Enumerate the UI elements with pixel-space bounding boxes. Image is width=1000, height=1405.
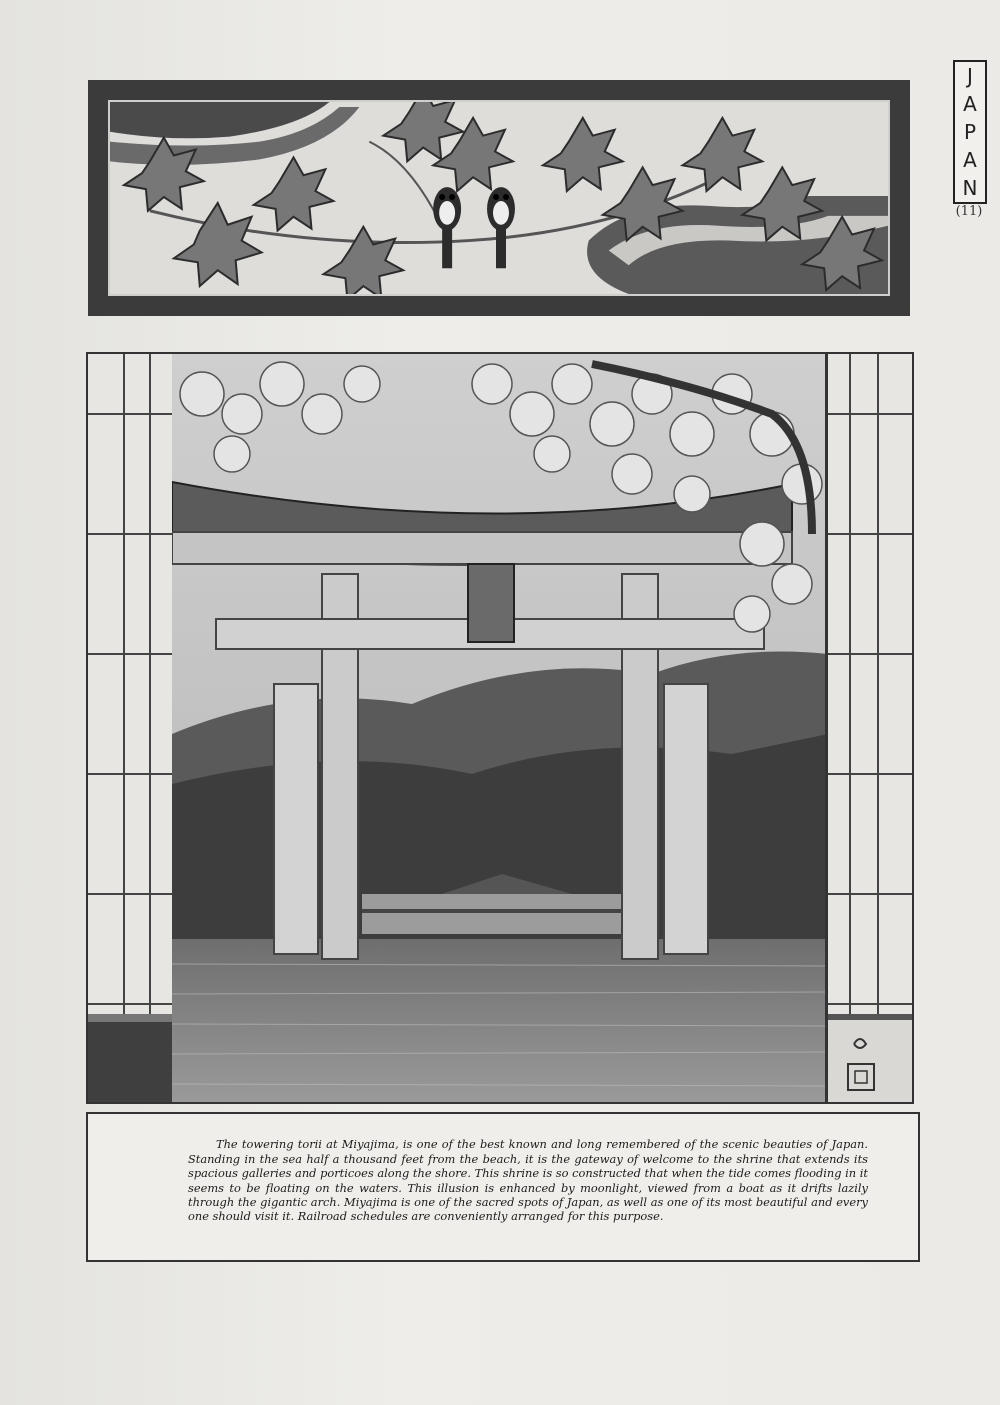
tab-letter: N: [962, 176, 978, 200]
decorative-header-panel: [88, 80, 910, 316]
tab-letter: A: [963, 148, 977, 172]
tab-letter: J: [967, 64, 973, 88]
torii-gate-photograph-icon: [172, 354, 828, 1102]
page-number: (11): [955, 204, 983, 219]
torii-illustration-frame: [86, 352, 914, 1104]
shoji-screen-icon: [88, 354, 175, 1102]
caption-text: The towering torii at Miyajima, is one of the best known and long remembered of the scenic beauties of Japan. Standing in the sea half a thousand feet from the beach, it is the gateway of welcome to the shrine that extends its spacious galleries and porticoes along the shore. This shrine is so constructed that when the tide comes flooding in it seems to be floating on the waters. This illusion is enhanced by moonlight, viewed from a boat as it drifts lazily through the gigantic arch. Miyajima is one of the sacred spots of Japan, as well as one of its most beautiful and every one should visit it. Railroad schedules are conveniently arranged for this purpose.: [188, 1137, 868, 1224]
tab-letter: A: [963, 92, 977, 116]
leaves-and-birds-illustration-icon: [108, 100, 890, 296]
tab-letter: P: [963, 120, 977, 144]
caption-box: [86, 1112, 920, 1262]
shoji-screen-icon: [825, 354, 912, 1102]
section-tab: [953, 60, 987, 204]
